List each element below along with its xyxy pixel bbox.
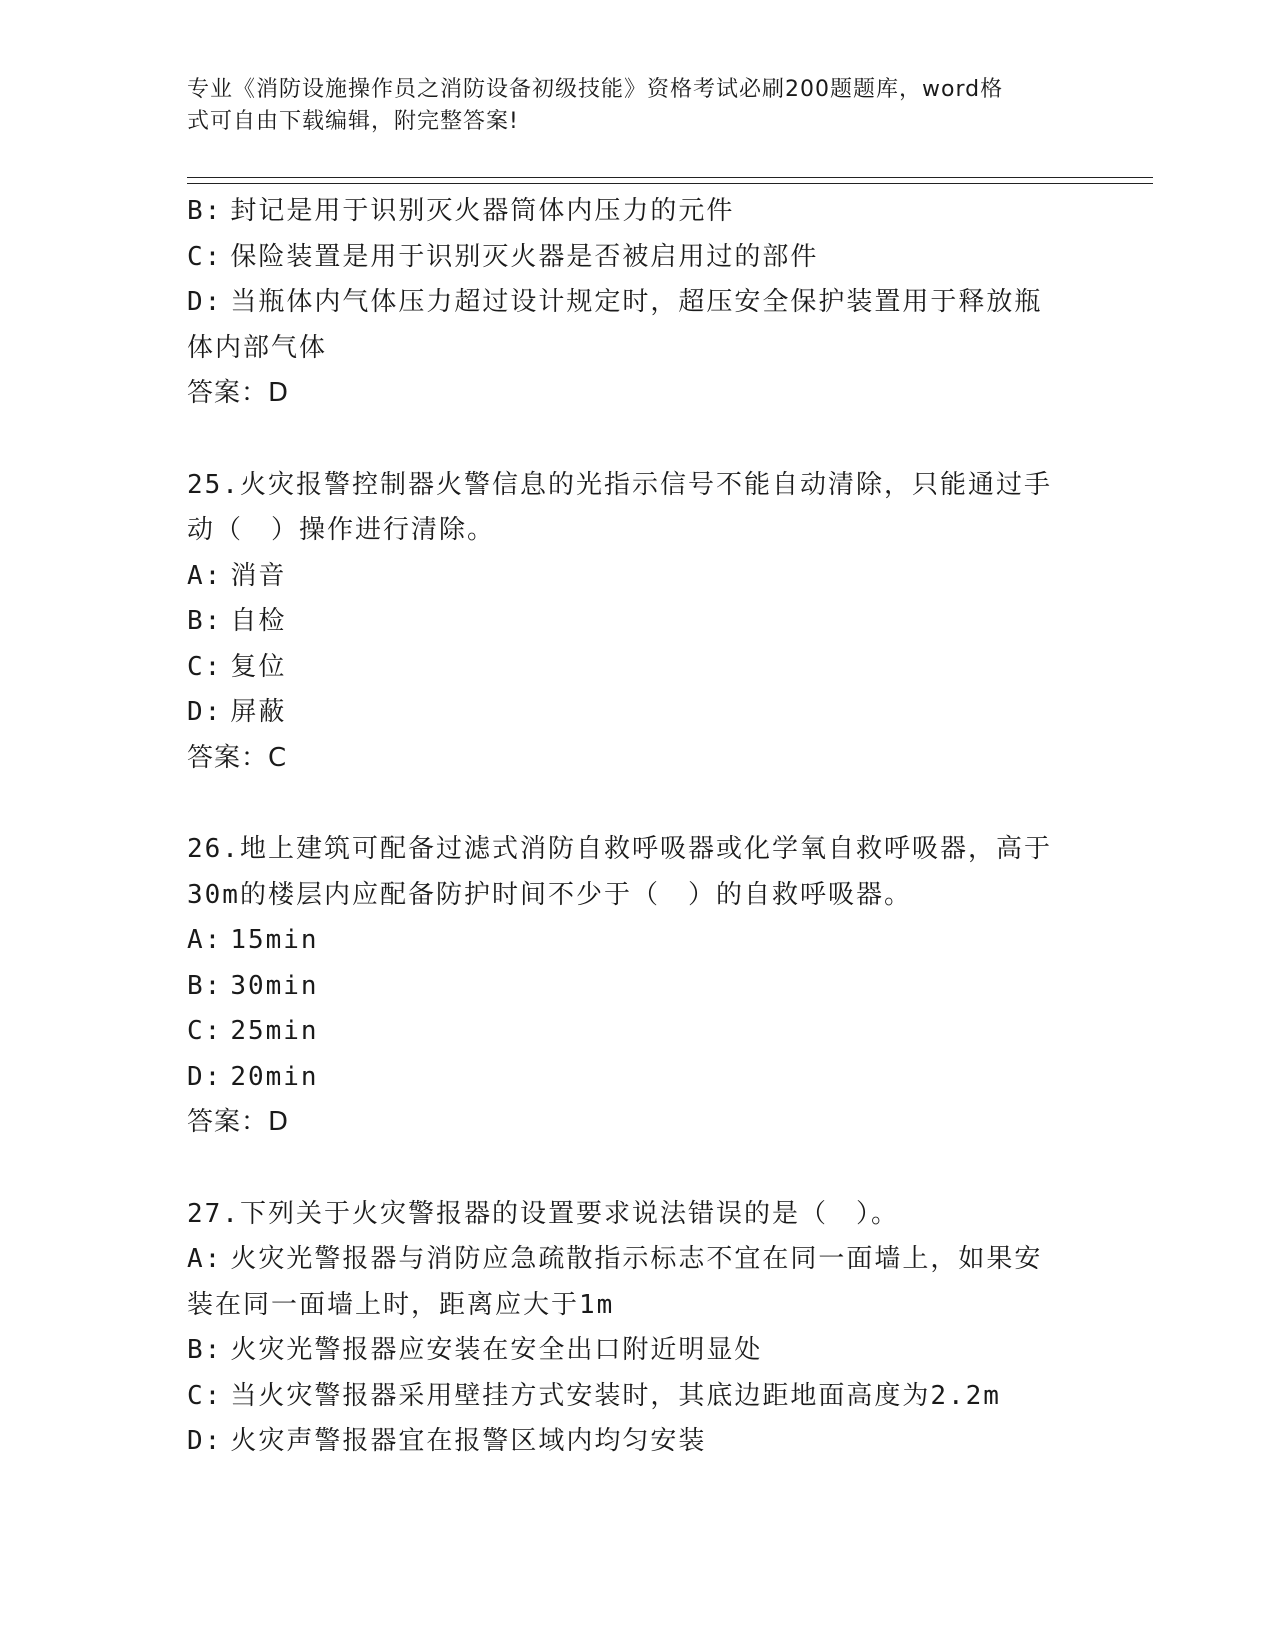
spacer (187, 417, 1077, 463)
option-label: A: (187, 925, 223, 955)
option-c (187, 235, 1077, 281)
question-26 (187, 827, 1077, 1146)
option-text: 火灾光警报器应安装在安全出口附近明显处 (230, 1335, 763, 1365)
option-b (187, 189, 1077, 235)
header-rule-top (187, 177, 1153, 178)
option-text: 复位 (230, 651, 287, 682)
option-b (187, 964, 1077, 1010)
header-rule-bottom (187, 183, 1153, 184)
option-text: 自检 (230, 606, 287, 636)
question-25 (187, 463, 1077, 782)
option-text: 封记是用于识别灭火器筒体内压力的元件 (230, 196, 735, 226)
option-a (187, 1237, 1077, 1283)
option-label: B: (187, 606, 223, 636)
answer: 答案：C (187, 742, 288, 773)
option-text: 屏蔽 (230, 697, 287, 727)
option-b (187, 1328, 1077, 1374)
option-label: B: (187, 1335, 223, 1365)
prev-question (187, 189, 1077, 417)
question-stem-continuation: 动（ ）操作进行清除。 (187, 515, 496, 545)
option-d (187, 1055, 1077, 1101)
option-label: C: (187, 1380, 223, 1411)
option-d (187, 690, 1077, 736)
option-label: D: (187, 1426, 223, 1456)
option-text: 火灾声警报器宜在报警区域内均匀安装 (230, 1426, 707, 1456)
question-stem: 25.火灾报警控制器火警信息的光指示信号不能自动清除，只能通过手 (187, 469, 1052, 500)
option-a (187, 554, 1077, 600)
answer: 答案：D (187, 1107, 290, 1137)
header-line-1: 专业《消防设施操作员之消防设备初级技能》资格考试必刷200题题库，word格 (187, 77, 1004, 102)
question-stem: 26.地上建筑可配备过滤式消防自救呼吸器或化学氧自救呼吸器，高于 (187, 834, 1052, 864)
option-label: A: (187, 1244, 223, 1274)
question-stem-continuation: 30m的楼层内应配备防护时间不少于（ ）的自救呼吸器。 (187, 879, 912, 910)
option-text: 25min (230, 1016, 319, 1046)
question-27 (187, 1192, 1077, 1465)
option-c (187, 645, 1077, 691)
option-label: C: (187, 241, 223, 272)
question-stem: 27.下列关于火灾警报器的设置要求说法错误的是（ ）。 (187, 1198, 899, 1229)
option-d (187, 280, 1077, 326)
spacer (187, 1146, 1077, 1192)
header-line-2: 式可自由下载编辑，附完整答案! (187, 109, 519, 134)
option-label: C: (187, 651, 223, 682)
option-label: C: (187, 1016, 223, 1046)
document-header (187, 74, 1067, 138)
option-c (187, 1009, 1077, 1055)
option-c (187, 1374, 1077, 1420)
option-a-continuation: 装在同一面墙上时，距离应大于1m (187, 1289, 615, 1320)
option-d (187, 1419, 1077, 1465)
option-text: 保险装置是用于识别灭火器是否被启用过的部件 (230, 241, 819, 272)
option-label: D: (187, 697, 223, 727)
option-text: 当火灾警报器采用壁挂方式安装时，其底边距地面高度为2.2m (230, 1380, 1001, 1411)
option-label: B: (187, 970, 223, 1001)
option-text: 消音 (230, 560, 287, 591)
option-text: 30min (230, 970, 319, 1001)
question-content (187, 189, 1077, 1465)
option-d-continuation: 体内部气体 (187, 332, 328, 363)
spacer (187, 781, 1077, 827)
option-label: D: (187, 287, 223, 317)
option-text: 当瓶体内气体压力超过设计规定时，超压安全保护装置用于释放瓶 (230, 287, 1043, 317)
option-label: B: (187, 196, 223, 226)
option-text: 15min (230, 925, 319, 955)
option-text: 火灾光警报器与消防应急疏散指示标志不宜在同一面墙上，如果安 (230, 1244, 1043, 1274)
option-b (187, 599, 1077, 645)
option-label: D: (187, 1061, 223, 1092)
option-text: 20min (230, 1061, 319, 1092)
option-a (187, 918, 1077, 964)
option-label: A: (187, 560, 223, 591)
answer: 答案：D (187, 378, 290, 408)
